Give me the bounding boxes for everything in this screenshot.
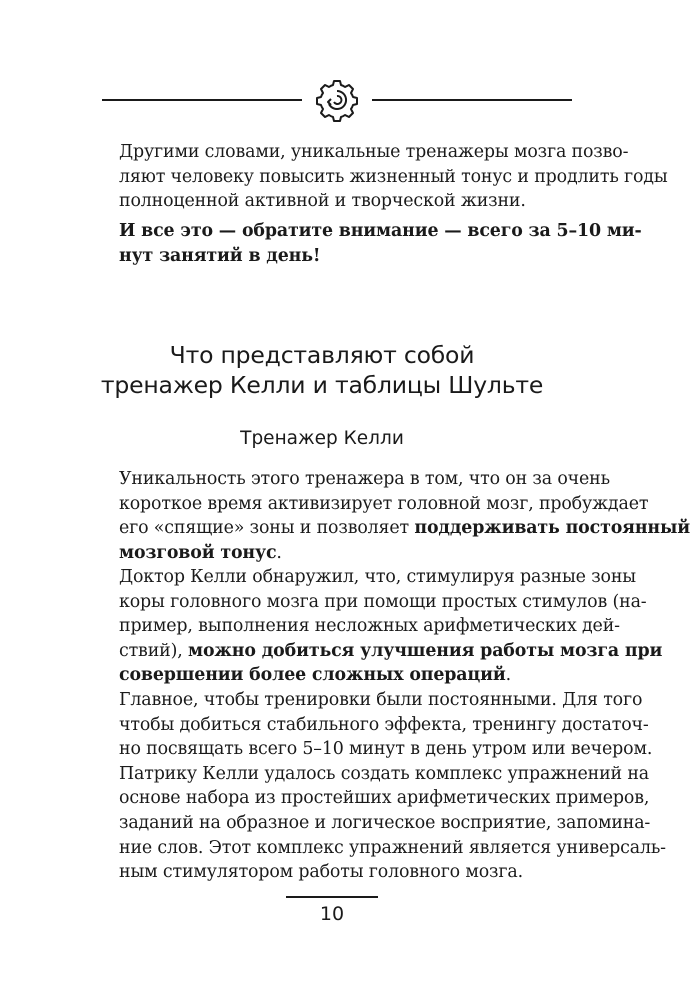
text-line: его «спящие» зоны и позволяет поддерживать постоянный [119, 518, 690, 539]
page-number: 10 [319, 903, 345, 925]
intro-paragraph [119, 140, 668, 214]
text-line: ние слов. Этот комплекс упражнений является универсаль- [119, 837, 666, 858]
intro-emphasis [119, 219, 642, 268]
text-line: Патрику Келли удалось создать комплекс упражнений на [119, 763, 650, 784]
text-line: совершении более сложных операций. [119, 665, 511, 686]
body-paragraph-2 [119, 565, 663, 688]
ornament-rule-right [372, 99, 572, 101]
text-line: чтобы добиться стабильного эффекта, тренингу достаточ- [119, 714, 649, 735]
text-line: но посвящать всего 5–10 минут в день утром или вечером. [119, 739, 653, 760]
text-line: мозговой тонус. [119, 542, 282, 563]
body-paragraph-1 [119, 467, 690, 565]
body-paragraph-3 [119, 688, 666, 885]
section-ornament [102, 78, 572, 122]
text-line: нут занятий в день! [119, 245, 321, 266]
text-line: ствий), можно добиться улучшения работы мозга при [119, 640, 663, 661]
ornament-rule-left [102, 99, 302, 101]
section-heading-line: тренажер Келли и таблицы Шульте [100, 371, 544, 399]
text-line: И все это — обратите внимание — всего за 5–10 ми- [119, 221, 642, 241]
text-line: заданий на образное и логическое восприятие, запомина- [119, 812, 651, 833]
text-line: Уникальность этого тренажера в том, что он за очень [119, 469, 610, 489]
footer-rule [286, 896, 378, 898]
text-line: коры головного мозга при помощи простых стимулов (на- [119, 591, 647, 612]
text-line: полноценной активной и творческой жизни. [119, 191, 526, 212]
text-line: ным стимулятором работы головного мозга. [119, 862, 523, 883]
text-line: основе набора из простейших арифметических примеров, [119, 788, 650, 809]
text-line: Главное, чтобы тренировки были постоянными. Для того [119, 690, 643, 710]
text-line: Другими словами, уникальные тренажеры мозга позво- [119, 142, 629, 162]
text-line: Доктор Келли обнаружил, что, стимулируя разные зоны [119, 567, 636, 587]
text-line: короткое время активизирует головной мозг, пробуждает [119, 493, 649, 514]
gear-icon [315, 78, 359, 122]
subsection-heading: Тренажер Келли [240, 428, 404, 449]
text-line: ляют человеку повысить жизненный тонус и продлить годы [119, 166, 668, 187]
section-heading-line: Что представляют собой [169, 341, 475, 369]
section-heading [0, 340, 644, 400]
text-line: пример, выполнения несложных арифметических дей- [119, 616, 620, 637]
